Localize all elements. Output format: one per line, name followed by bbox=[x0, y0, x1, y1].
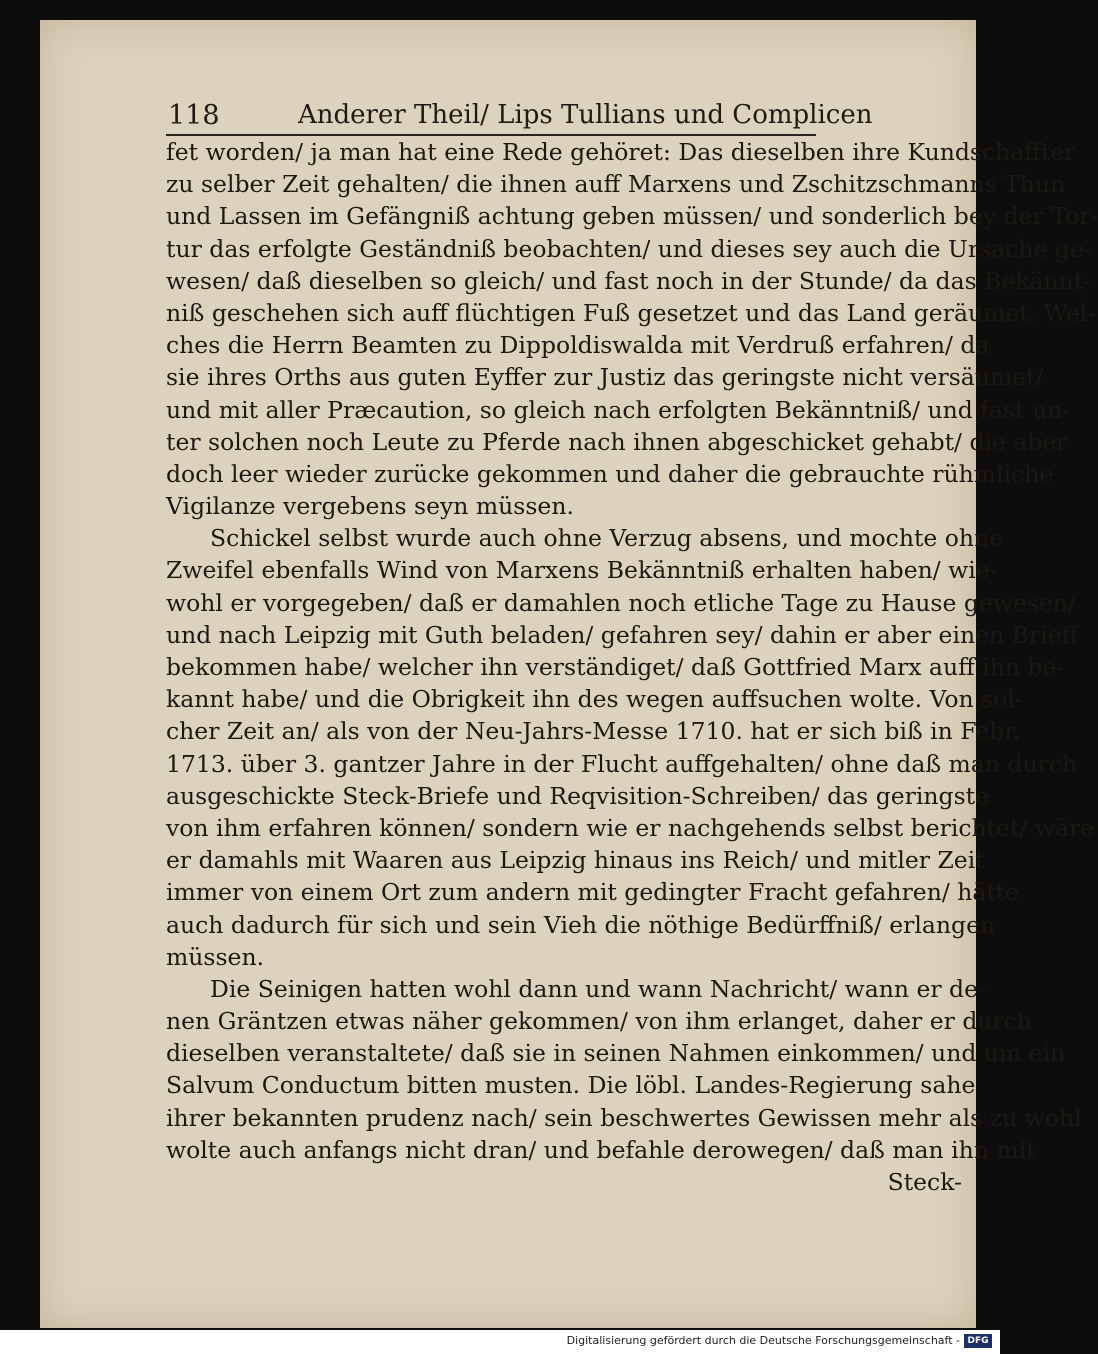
text-line: wolte auch anfangs nicht dran/ und befahle derowegen/ daß man ihn mit bbox=[166, 1135, 1036, 1164]
text-line: cher Zeit an/ als von der Neu-Jahrs-Messe 1710. hat er sich biß in Febr. bbox=[166, 717, 1021, 746]
text-line: Die Seinigen hatten wohl dann und wann Nachricht/ wann er de- bbox=[210, 974, 986, 1003]
text-line: sie ihres Orths aus guten Eyffer zur Justiz das geringste nicht versäumet/ bbox=[166, 363, 1044, 392]
page-number: 118 bbox=[168, 100, 220, 131]
running-head: Anderer Theil/ Lips Tullians und Complicen bbox=[298, 100, 873, 130]
text-line: fet worden/ ja man hat eine Rede gehöret: Das dieselben ihre Kundschaffter bbox=[166, 138, 1076, 166]
text-line: ausgeschickte Steck-Briefe und Reqvisition-Schreiben/ das geringste bbox=[166, 781, 990, 810]
text-line: niß geschehen sich auff flüchtigen Fuß gesetzet und das Land geräumet. Wel- bbox=[166, 298, 1096, 327]
text-line: wohl er vorgegeben/ daß er damahlen noch etliche Tage zu Hause gewesen/ bbox=[166, 588, 1076, 617]
text-line: wesen/ daß dieselben so gleich/ und fast noch in der Stunde/ da das Bekännt- bbox=[166, 266, 1092, 295]
text-line: zu selber Zeit gehalten/ die ihnen auff Marxens und Zschitzschmanns Thun bbox=[166, 170, 1066, 199]
text-line: und mit aller Præcaution, so gleich nach erfolgten Bekänntniß/ und fast un- bbox=[166, 395, 1071, 424]
text-line: müssen. bbox=[166, 942, 265, 971]
text-line: er damahls mit Waaren aus Leipzig hinaus ins Reich/ und mitler Zeit bbox=[166, 846, 985, 875]
page-header bbox=[166, 94, 873, 136]
text-line: Zweifel ebenfalls Wind von Marxens Bekänntniß erhalten haben/ wie- bbox=[166, 556, 998, 585]
text-line: Vigilanze vergebens seyn müssen. bbox=[166, 492, 574, 521]
dfg-credit: Digitalisierung gefördert durch die Deutsche Forschungsgemeinschaft - bbox=[566, 1334, 960, 1347]
text-line: ter solchen noch Leute zu Pferde nach ihnen abgeschicket gehabt/ die aber bbox=[166, 427, 1068, 456]
text-line: bekommen habe/ welcher ihn verständiget/ daß Gottfried Marx auff ihn be- bbox=[166, 653, 1065, 681]
text-line: und nach Leipzig mit Guth beladen/ gefahren sey/ dahin er aber einen Brieff bbox=[166, 620, 1079, 649]
text-line: auch dadurch für sich und sein Vieh die nöthige Bedürffniß/ erlangen bbox=[166, 910, 996, 939]
text-line: Steck- bbox=[887, 1168, 962, 1196]
text-line: tur das erfolgte Geständniß beobachten/ und dieses sey auch die Ursache ge- bbox=[166, 234, 1092, 263]
text-line: nen Gräntzen etwas näher gekommen/ von ihm erlanget, daher er durch bbox=[166, 1007, 1033, 1036]
body-text bbox=[166, 136, 1098, 1198]
footer-bar bbox=[0, 1330, 1000, 1354]
text-line: ihrer bekannten prudenz nach/ sein beschwertes Gewissen mehr als zu wohl bbox=[166, 1103, 1082, 1132]
text-line: doch leer wieder zurücke gekommen und daher die gebrauchte rühmliche bbox=[166, 459, 1054, 488]
text-line: Schickel selbst wurde auch ohne Verzug absens, und mochte ohne bbox=[210, 524, 1004, 553]
text-line: 1713. über 3. gantzer Jahre in der Flucht auffgehalten/ ohne daß man durch bbox=[166, 749, 1078, 778]
text-line: kannt habe/ und die Obrigkeit ihn des wegen auffsuchen wolte. Von sol- bbox=[166, 685, 1023, 714]
text-line: Salvum Conductum bitten musten. Die löbl. Landes-Regierung sahe bbox=[166, 1071, 976, 1100]
text-line: und Lassen im Gefängniß achtung geben müssen/ und sonderlich bey der Tor- bbox=[166, 202, 1098, 231]
text-line: immer von einem Ort zum andern mit gedingter Fracht gefahren/ hätte bbox=[166, 878, 1020, 907]
text-line: von ihm erfahren können/ sondern wie er nachgehends selbst berichtet/ wäre bbox=[166, 813, 1095, 842]
dfg-logo-icon: DFG bbox=[964, 1334, 992, 1348]
text-line: ches die Herrn Beamten zu Dippoldiswalda mit Verdruß erfahren/ da bbox=[166, 331, 990, 360]
text-line: dieselben veranstaltete/ daß sie in seinen Nahmen einkommen/ und um ein bbox=[166, 1039, 1066, 1068]
